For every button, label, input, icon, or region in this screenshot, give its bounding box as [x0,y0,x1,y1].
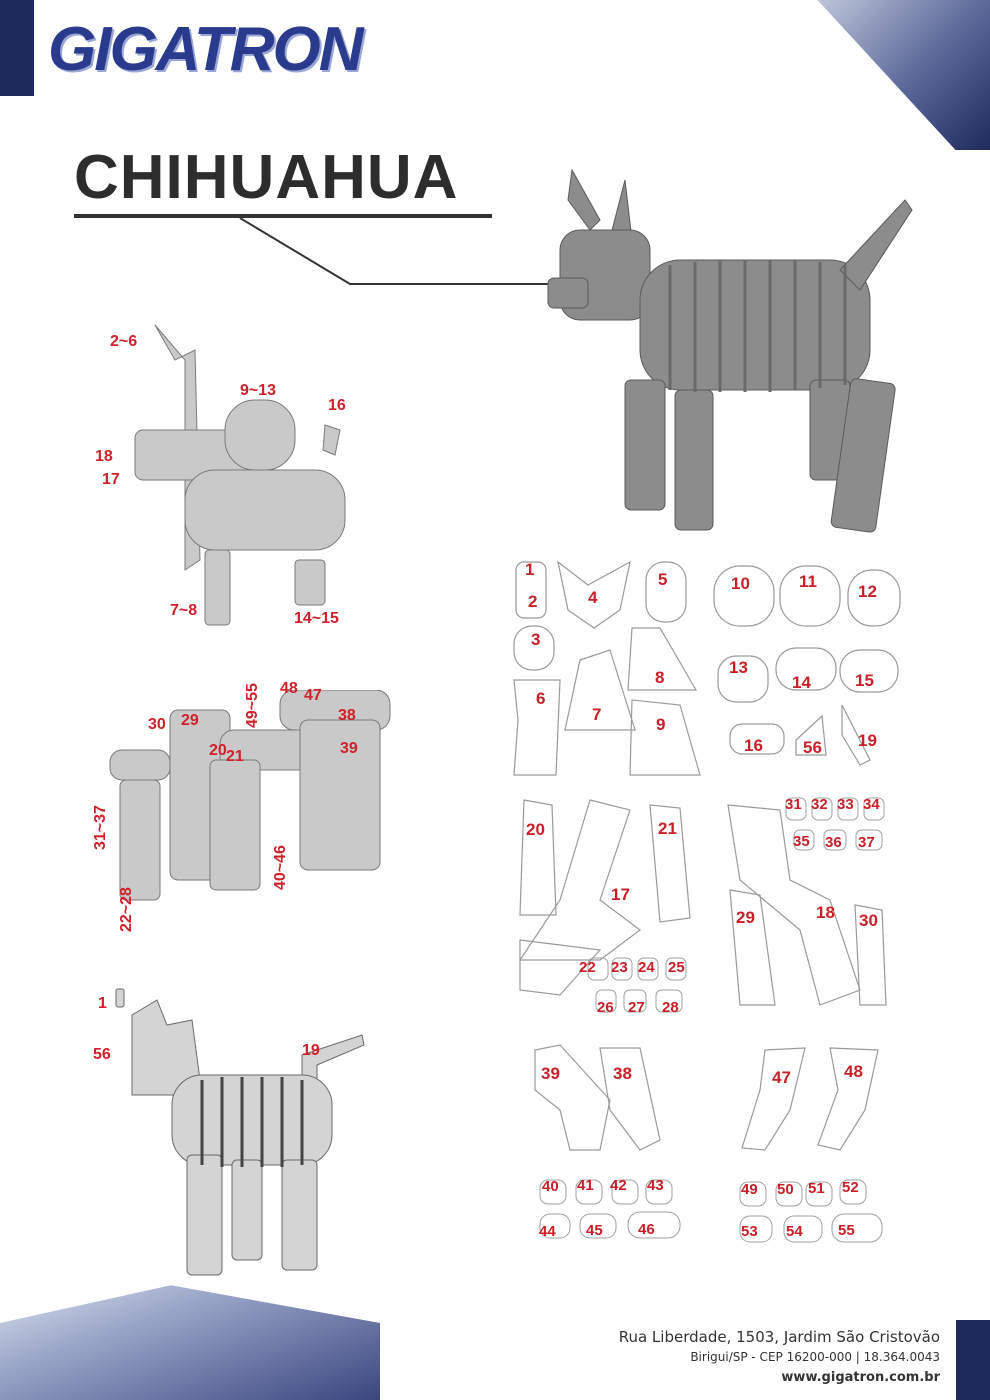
sheet-label-23: 23 [611,959,628,976]
sheet-label-2: 2 [528,592,538,611]
sheet-label-54: 54 [786,1223,803,1240]
sheet-label-39: 39 [541,1064,560,1083]
sheet-label-36: 36 [825,834,842,851]
label-part-38: 38 [338,707,356,724]
label-part-29: 29 [181,712,199,729]
sheet-label-30: 30 [859,911,878,930]
sheet-label-56: 56 [803,738,822,757]
sheet-label-26: 26 [597,999,614,1016]
label-part-39: 39 [340,740,358,757]
sheet-label-53: 53 [741,1223,758,1240]
sheet-label-12: 12 [858,582,877,601]
sheet-label-46: 46 [638,1221,655,1238]
sheet-label-3: 3 [531,630,541,649]
sheet-label-34: 34 [863,796,880,813]
sheet-label-6: 6 [536,689,546,708]
sheet-label-4: 4 [588,588,598,607]
label-part-2-6: 2~6 [110,333,138,350]
sheet-label-42: 42 [610,1177,627,1194]
sheet-label-37: 37 [858,834,875,851]
sheet-label-18: 18 [816,903,835,922]
sheet-label-33: 33 [837,796,854,813]
label-part-31-37: 31~37 [92,805,109,850]
label-part-16: 16 [328,397,346,414]
label-part-7-8: 7~8 [170,602,198,619]
sheet-label-50: 50 [777,1181,794,1198]
sheet-label-17: 17 [611,885,630,904]
footer-accent-right [956,1320,990,1400]
sheet-label-8: 8 [655,668,665,687]
label-part-9-13: 9~13 [240,382,277,399]
sheet-label-35: 35 [793,833,810,850]
sheet-label-15: 15 [855,671,874,690]
sheet-label-16: 16 [744,736,763,755]
sheet-label-51: 51 [808,1180,825,1197]
sheet-label-13: 13 [729,658,748,677]
sheet-label-52: 52 [842,1179,859,1196]
label-part-14-15: 14~15 [294,610,339,627]
sheet-label-32: 32 [811,796,828,813]
label-part-48: 48 [280,680,298,697]
label-part-18: 18 [95,448,113,465]
sheet-label-47: 47 [772,1068,791,1087]
sheet-label-48: 48 [844,1062,863,1081]
sheet-label-27: 27 [628,999,645,1016]
sheet-label-45: 45 [586,1222,603,1239]
sheet-label-40: 40 [542,1178,559,1195]
sheet-label-38: 38 [613,1064,632,1083]
footer-contact [619,1328,940,1385]
sheet-label-5: 5 [658,570,668,589]
label-part-17: 17 [102,471,120,488]
label-part-19: 19 [302,1042,320,1059]
sheet-label-1: 1 [525,560,535,579]
sheet-label-25: 25 [668,959,685,976]
page-title: CHIHUAHUA [74,143,459,212]
sheet-label-9: 9 [656,715,666,734]
sheet-label-43: 43 [647,1177,664,1194]
sheet-label-24: 24 [638,959,655,976]
sheet-label-20: 20 [526,820,545,839]
sheet-label-31: 31 [785,796,802,813]
sheet-label-19: 19 [858,731,877,750]
footer-city-phone: Birigui/SP - CEP 16200-000 | 18.364.0043 [690,1350,940,1364]
sheet-label-29: 29 [736,908,755,927]
sheet-label-22: 22 [579,959,596,976]
sheet-label-10: 10 [731,574,750,593]
label-part-40-46: 40~46 [272,845,289,890]
footer-address: Rua Liberdade, 1503, Jardim São Cristovão [618,1328,940,1346]
label-part-30: 30 [148,716,166,733]
label-part-49-55: 49~55 [244,683,261,728]
sheet-label-55: 55 [838,1222,855,1239]
sheet-label-11: 11 [799,572,817,591]
label-part-20: 20 [209,742,227,759]
label-part-22-28: 22~28 [118,887,135,932]
sheet-label-14: 14 [792,673,811,692]
label-part-21: 21 [226,748,244,765]
label-part-56: 56 [93,1046,111,1063]
label-part-1: 1 [98,995,107,1012]
sheet-label-28: 28 [662,999,679,1016]
brand-logo: GIGATRON [48,15,362,84]
label-part-47: 47 [304,687,322,704]
sheet-label-49: 49 [741,1181,758,1198]
sheet-label-44: 44 [539,1223,556,1240]
footer-website[interactable]: www.gigatron.com.br [781,1370,940,1385]
sheet-label-21: 21 [658,819,677,838]
sheet-label-7: 7 [592,705,602,724]
sheet-label-41: 41 [577,1177,594,1194]
